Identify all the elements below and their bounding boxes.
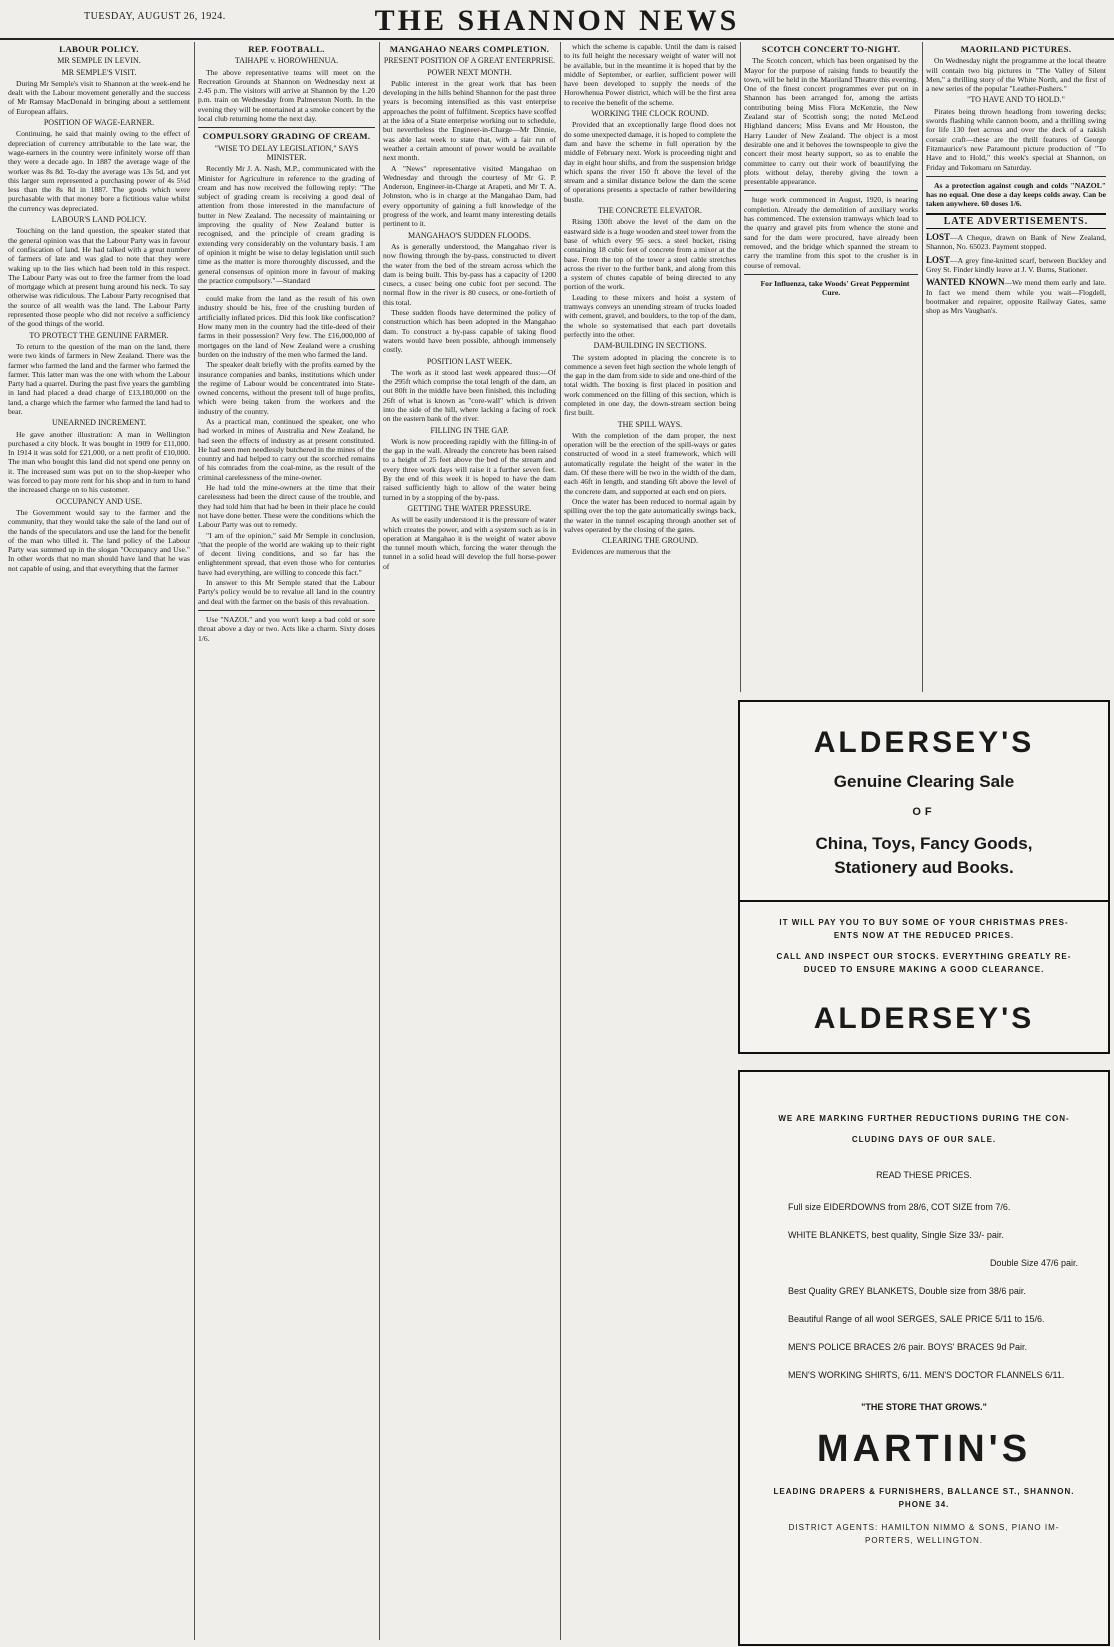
paragraph: The system adopted in placing the concrete is to commence a seven feet high section the whole length of the gap in the dam from side to side and one-third of the total width. The boxing is first placed in position and work commenced on the filling of this section, which is completed in one day, the down-stream section being first built. <box>564 352 736 418</box>
price-item: Full size EIDERDOWNS from 28/6, COT SIZE from 7/6. <box>788 1202 1011 1212</box>
ad-agents: DISTRICT AGENTS: HAMILTON NIMMO & SONS, PIANO IM- <box>788 1523 1060 1532</box>
ad-text: ENTS NOW AT THE REDUCED PRICES. <box>833 931 1015 940</box>
article-subheading: POSITION LAST WEEK. <box>426 356 513 366</box>
ad-goods: China, Toys, Fancy Goods, <box>815 834 1033 853</box>
paragraph: Rising 130ft above the level of the dam on the eastward side is a huge wooden and steel tower from the base of which every 95 secs. a steel bucket, rising containing 18 cubic feet of concrete from a mixer at the base. From the top of the tower a steel cable stretches across the river to the further bank, and along from this a system of chutes capable of being directed to any portion of the work. <box>564 217 736 292</box>
column-3 <box>383 42 556 1642</box>
divider <box>198 127 375 128</box>
paragraph: As a practical man, continued the speaker, one who had worked in mines of Australia and New Zealand, he had seen the effects of industry as at present constituted. He had seen men needlessly butchered in the mines of the country and had helped to carry out the scorched remains of his comrades from the coal-mine, as the result of the criminal carelessness of the mine-owner. <box>198 416 375 482</box>
paragraph: Provided that an exceptionally large flood does not do some unexpected damage, it is hoped to complete the dam and have the scheme in full operation by the middle of February next. Work is proceeding night and day in eight hour shifts, and from the suspension bridge which spans the river 150 ft above the level of the stream and a similar distance below the dam the scene of operations presents a spectacle of rather bewildering bustle. <box>564 120 736 204</box>
price-item: WHITE BLANKETS, best quality, Single Size 33/- pair. <box>788 1230 1004 1240</box>
paragraph: The work as it stood last week appeared thus:—Of the 295ft which comprise the total length of the dam, an out 80ft in the middle have been finished, this including 26ft of what is known as "core-wall" which is driven into the side of the hill, where lacking a facing of rock on the eastern bank of the river. <box>383 367 556 424</box>
divider <box>198 610 375 611</box>
paragraph: which the scheme is capable. Until the dam is raised to its full height the necessary weight of water will not be available, but in the meantime it is hoped that by the middle of September, or earlier, sufficient power will have been developed to supply the needs of the Horowhenua Power district, which will be the first area to receive the benefit of the scheme. <box>564 42 736 107</box>
column-rule <box>379 42 380 1640</box>
paragraph: As is generally understood, the Mangahao river is now flowing through the by-pass, constructed to divert the water from the bed of the stream across which the dam is being built. This by-pass has a capacity of 1200 cusecs, a cusec being one cubic foot per second. The normal flow in the river is 80 cusecs, or one-fortieth of this total. <box>383 241 556 307</box>
article-subheading: POWER NEXT MONTH. <box>427 67 512 77</box>
article-subheading: FILLING IN THE GAP. <box>430 425 509 435</box>
aldersey-advertisement <box>738 700 1110 1054</box>
article-subheading: GETTING THE WATER PRESSURE. <box>407 503 532 513</box>
martins-advertisement <box>738 1070 1110 1646</box>
ad-text: IT WILL PAY YOU TO BUY SOME OF YOUR CHRISTMAS PRES- <box>779 918 1069 927</box>
price-item: MEN'S POLICE BRACES 2/6 pair. BOYS' BRACES 9d Pair. <box>788 1342 1028 1352</box>
article-subheading: WORKING THE CLOCK ROUND. <box>591 109 709 119</box>
article-subheading: OCCUPANCY AND USE. <box>55 496 143 506</box>
ad-text: —A Cheque, drawn on Bank of New Zealand, Shannon, No. 65023. Payment stopped. <box>926 233 1106 252</box>
divider <box>198 289 375 290</box>
paragraph: With the completion of the dam proper, the next operation will be the erection of the spill-ways or gates constructed of wood in a steel framework, which will automatically regulate the height of the water in the dam. Of these there will be two in the width of the dam, each 46ft in length, and standing 6ft above the level of the concrete dam, and supported at each end on piers. <box>564 430 736 496</box>
ad-text: READ THESE PRICES. <box>876 1170 972 1180</box>
paragraph: In answer to this Mr Semple stated that the Labour Party's policy would be to revalue all land in the country and deal with the farmer on the basis of this revaluation. <box>198 578 375 606</box>
masthead <box>0 0 1114 40</box>
paragraph: could make from the land as the result of his own industry should be his, free of the crushing burden of artificially inflated prices. Did this look like confiscation? How many men in the country had the title-deed of their farms in their possession? Very few. The £16,000,000 of mortgages on the land of New Zealand were a crushing burden on the industry of the men who farmed the land. <box>198 294 375 359</box>
price-item: Best Quality GREY BLANKETS, Double size from 38/6 pair. <box>788 1286 1026 1296</box>
column-5 <box>744 42 918 692</box>
ad-text: CLUDING DAYS OF OUR SALE. <box>851 1135 997 1144</box>
article-subheading: PRESENT POSITION OF A GREAT ENTERPRISE. <box>383 56 556 66</box>
advertiser-name: ALDERSEY'S <box>813 1002 1035 1035</box>
paragraph: Touching on the land question, the speaker stated that the general opinion was that the Labour Party was in favour of confiscation of land. He had talked with a great number of farmers of late and was glad to note that they were waking up to the lies which had been told in this respect. The Labour Party was out to free the farmer from the load of mortgage which at present hung around his neck. To say otherwise was ridiculous. The Labour Party recognised that the source of all wealth was the land. The Labour Party represented those people who did not receive a sufficiency of the good things of the world. <box>8 226 190 329</box>
ad-lead: WANTED KNOWN <box>926 277 1005 288</box>
paragraph: To return to the question of the man on the land, there were two kinds of farmers in New Zealand. There was the farmer who farmed the land and the farmer who farmed the farmer. This latter man was the one with whom the Labour Party had a quarrel. During the past five years the gambling in land had placed a dead charge of £13,180,000 on the land, a charge which the farmer who farmed the land had to bear. <box>8 341 190 416</box>
divider <box>744 274 918 275</box>
ad-lead: LOST <box>926 232 951 243</box>
article-subheading: THE CONCRETE ELEVATOR. <box>598 206 702 216</box>
paragraph: He had told the mine-owners at the time that their carelessness had been the direct cause of the trouble, and they had told him that had he been in their place he could not have done better. These were the conditions which the Labour Party was out to remedy. <box>198 483 375 530</box>
article-subheading: UNEARNED INCREMENT. <box>51 418 147 428</box>
paragraph: These sudden floods have determined the policy of construction which has been adopted in the Mangahao dam. To construct a by-pass capable of taking flood waters would have been possible, although immensely costly. <box>383 308 556 355</box>
influenza-notice: For Influenza, take Woods' Great Peppermint Cure. <box>760 278 910 298</box>
price-item: MEN'S WORKING SHIRTS, 6/11. MEN'S DOCTOR FLANNELS 6/11. <box>788 1370 1065 1380</box>
article-heading: MANGAHAO NEARS COMPLETION. <box>389 44 550 54</box>
divider <box>740 900 1108 902</box>
ad-tagline: Genuine Clearing Sale <box>833 772 1015 791</box>
ad-text: WE ARE MARKING FURTHER REDUCTIONS DURING THE CON- <box>778 1114 1070 1123</box>
paragraph: Once the water has been reduced to normal again by spilling over the top the gate automatically swings back, the water in the tunnel escaping through another set of valves operated by the closing of the gates. <box>564 496 736 534</box>
paragraph: "I am of the opinion," said Mr Semple in conclusion, "that the people of the world are waking up to their right of decent living conditions, and so far has the enlightenment spread, that even those who for centuries have had everything, are willing to concede this fact." <box>198 530 375 577</box>
article-heading: COMPULSORY GRADING OF CREAM. <box>202 131 371 142</box>
ad-goods: Stationery aud Books. <box>834 858 1014 877</box>
nazol-notice: Use "NAZOL" and you won't keep a bad cold or sore throat above a day or two. Acts like a charm. Sixty doses 1/6. <box>198 614 375 643</box>
article-subheading: THE SPILL WAYS. <box>617 419 683 429</box>
paragraph: The above representative teams will meet on the Recreation Grounds at Shannon on Wednesday next at 2.45 p.m. The visitors will arrive at Shannon by the 1.20 p.m. train on Wednesday from Palmerston North. In the evening they will be entertained at a smoke concert by the local club returning home the next day. <box>198 67 375 124</box>
classified-ad <box>926 256 1106 275</box>
issue-date: TUESDAY, AUGUST 26, 1924. <box>84 11 226 22</box>
column-rule <box>560 42 561 1640</box>
ad-text: CALL AND INSPECT OUR STOCKS. EVERYTHING GREATLY RE- <box>776 952 1072 961</box>
paragraph: He gave another illustration: A man in Wellington purchased a city block. It was bought in 1909 for £11,000. In 1914 it was sold for £21,000, or a nett profit of £10,000. The man who bought this land did not spend one penny on it. The increased sum was put on to the shop-keeper who was forced to pay more rent for his shop and in turn to hand the increased charge on to his customer. <box>8 429 190 495</box>
newspaper-title: THE SHANNON NEWS <box>374 4 740 37</box>
price-item: Beautiful Range of all wool SERGES, SALE PRICE 5/11 to 15/6. <box>788 1314 1045 1324</box>
column-rule <box>922 42 923 692</box>
paragraph: As will be easily understood it is the pressure of water which creates the power, and with a system such as is in operation at Mangahao it is the weight of water above the tunnel mouth which, forcing the water through the tunnel in a solid head will develop the full horse-power of <box>383 515 556 571</box>
ad-text: —A grey fine-knitted scarf, between Buckley and Grey St. Finder kindly leave at J. V. Burns, Stationer. <box>926 255 1106 274</box>
paragraph: Leading to these mixers and hoist a system of tramways conveys an unending stream of trucks loaded with cement, gravel, and boulders, to the top of the dam, the whole so systematised that each part dovetails perfectly into the other. <box>564 292 736 339</box>
article-heading: SCOTCH CONCERT TO-NIGHT. <box>761 44 901 54</box>
article-heading: REP. FOOTBALL. <box>248 44 325 54</box>
store-slogan: "THE STORE THAT GROWS." <box>861 1402 987 1412</box>
ad-agents: PORTERS, WELLINGTON. <box>865 1536 983 1545</box>
column-1 <box>8 42 190 1642</box>
ad-of: OF <box>912 806 936 818</box>
column-rule <box>740 42 741 692</box>
paragraph: The speaker dealt briefly with the profits earned by the insurance companies and banks, institutions which under the regime of Labour would be concentrated into State-owned concerns, without the present toll of huge profits, which were being taken from the workers and the industry of the country. <box>198 360 375 416</box>
ad-address: LEADING DRAPERS & FURNISHERS, BALLANCE ST., SHANNON. <box>773 1487 1075 1496</box>
nazol-notice: As a protection against cough and colds "NAZOL" has no equal. One dose a day keeps colds away. Can be taken anywhere. 60 doses 1/6. <box>926 180 1106 209</box>
paragraph: Recently Mr J. A. Nash, M.P., communicated with the Minister for Agriculture in reference to the grading of cream and has now received the following reply: "The subject of grading cream is receiving a good deal of attention from those interested in the manufacture of butter in New Zealand. The necessity of maintaining or improving the quality of New Zealand butter is recognised, and the principle of cream grading is extending very considerably on the voluntary basis. I am of opinion it might be wise to delay legislation until such time as the matter is more thoroughly discussed, and the general consensus of opinion more in favour of making the practice compulsory."—Standard <box>198 164 375 285</box>
column-4 <box>564 42 736 1642</box>
paragraph: Continuing, he said that mainly owing to the effect of depreciation of currency attributable to the late war, the wage-earners in the country were infinitely worse off than they were a decade ago. In 1887 the average wage of the worker was 8s 8d. To-day the average was 13s 5d, and yet this larger sum represented a purchasing power of 4s 5¼d less than the 8s 8d in 1887. The goods which were purchasable with that money bore a fictitious value whilst the currency was depreciated. <box>8 129 190 213</box>
article-heading: MAORILAND PICTURES. <box>960 44 1072 54</box>
article-heading: LABOUR POLICY. <box>59 44 139 54</box>
paragraph: Evidences are numerous that the <box>572 547 671 557</box>
article-subheading: TO PROTECT THE GENUINE FARMER. <box>29 330 169 340</box>
article-subheading: CLEARING THE GROUND. <box>601 536 699 546</box>
advertiser-name: ALDERSEY'S <box>813 726 1035 759</box>
paragraph: Work is now proceeding rapidly with the filling-in of the gap in the wall. Already the concrete has been raised to a height of 25 feet above the bed of the stream and every three work days will raise it a further seven feet. By the end of this week it is hoped to have the dam raised sufficiently high to allow of the water being turned in by a stopping of the by-pass. <box>383 436 556 502</box>
ad-lead: LOST <box>926 254 951 265</box>
article-subheading: LABOUR'S LAND POLICY. <box>51 215 147 225</box>
article-subheading: DAM-BUILDING IN SECTIONS. <box>593 341 707 351</box>
price-item: Double Size 47/6 pair. <box>989 1258 1078 1268</box>
late-ads-heading: LATE ADVERTISEMENTS. <box>926 213 1106 229</box>
column-6 <box>926 42 1106 692</box>
ad-phone: PHONE 34. <box>898 1500 950 1509</box>
column-rule <box>194 42 195 1640</box>
article-subheading: MR SEMPLE'S VISIT. <box>61 67 137 77</box>
paragraph: A "News" representative visited Mangahao on Wednesday and through the courtesy of Mr G. P. Anderson, Engineer-in-Charge at Arapeti, and Mr T. A. Johnston, who is in charge at the Mangahao Dam, had every opportunity of gaining a full knowledge of the progress of the work, and learnt many interesting details pertinent to it. <box>383 163 556 229</box>
paragraph: During Mr Semple's visit to Shannon at the week-end he dealt with the Labour movement generally and the success of Mr Ramsay MacDonald in bringing about a settlement of European affairs. <box>8 78 190 116</box>
paragraph: On Wednesday night the programme at the local theatre will contain two big pictures in "The Valley of Silent Men," a thrilling story of the White North, and the first of a new series of the popular "Leather-Pushers." <box>926 56 1106 94</box>
article-subheading: MR SEMPLE IN LEVIN. <box>57 56 141 66</box>
article-subheading: MANGAHAO'S SUDDEN FLOODS. <box>407 230 531 240</box>
classified-ad <box>926 233 1106 252</box>
paragraph: The Government would say to the farmer and the community, that they would take the sale of the land out of the hands of the speculators and use the land for the benefit of the man who tilled it. The land policy of the Labour Party was summed up in the slogan "Occupancy and Use." In other words that no man should have land that he was not capable of using, and that everything that the farmer <box>8 507 190 573</box>
article-subheading: "WISE TO DELAY LEGISLATION," SAYS MINISTER. <box>214 143 359 162</box>
column-2 <box>198 42 375 1642</box>
paragraph: The Scotch concert, which has been organised by the Mayor for the purpose of raising funds to beautify the town, will be held in the Maoriland Theatre this evening. One of the finest concert programmes ever put on in Shannon has been arranged for, among the artists contributing being Miss Flora McKenzie, the New Zealand star of Scottish song; the noted McLeod Highland dancers; Miss Evans and Mr Houston, the Harry Lauder of New Zealand. The object is a most desirable one and it behoves the townspeople to give the concert their most hearty support, so as to enable the committee to carry out their work of beautifying the plots without delay, thereby giving the town a presentable appearance. <box>744 56 918 187</box>
article-subheading: TAIHAPE v. HOROWHENUA. <box>234 56 339 66</box>
classified-ad <box>926 278 1106 315</box>
ad-text: —We mend them early and late. In fact we mend them while you wait—Flogdell, bootmaker and repairer, opposite Railway Gates, same shop as Mrs Vaughan's. <box>926 278 1106 316</box>
paragraph: Pirates being thrown headlong from towering decks; swords flashing while cannon boom, and a thrilling swing for life 130 feet across and over the deck of a rakish corsair craft—these are the thrill features of George Fitzmaurice's new Paramount picture production of "To Have and to Hold," this week's special at Shannon, on Friday and Tokomaru on Saturday. <box>926 106 1106 172</box>
paragraph: Public interest in the great work that has been developing in the hills behind Shannon for the past three years is becoming intensified as this vast enterprise approaches the point of fulfilment. Sceptics have scoffed at the idea of a State enterprise working out to schedule, but nevertheless the Engineer-in-Charge—Mr Dinnie, was able last week to state that, with a fair run of weather a certain amount of power would be available next month. <box>383 78 556 163</box>
paragraph: huge work commenced in August, 1920, is nearing completion. Already the demolition of auxiliary works has commenced. The extension tramways which lead to the quarry and gravel pits from whence the stone and sand for the dam were procured, have already been removed, and the bridge which spanned the stream to carry the tramline from this spot to the crusher is in course of removal. <box>744 195 918 270</box>
article-subheading: "TO HAVE AND TO HOLD." <box>967 95 1065 105</box>
advertiser-name: MARTIN'S <box>816 1428 1032 1470</box>
article-subheading: POSITION OF WAGE-EARNER. <box>43 118 155 128</box>
divider <box>926 176 1106 177</box>
ad-text: DUCED TO ENSURE MAKING A GOOD CLEARANCE. <box>803 965 1045 974</box>
divider <box>744 190 918 191</box>
